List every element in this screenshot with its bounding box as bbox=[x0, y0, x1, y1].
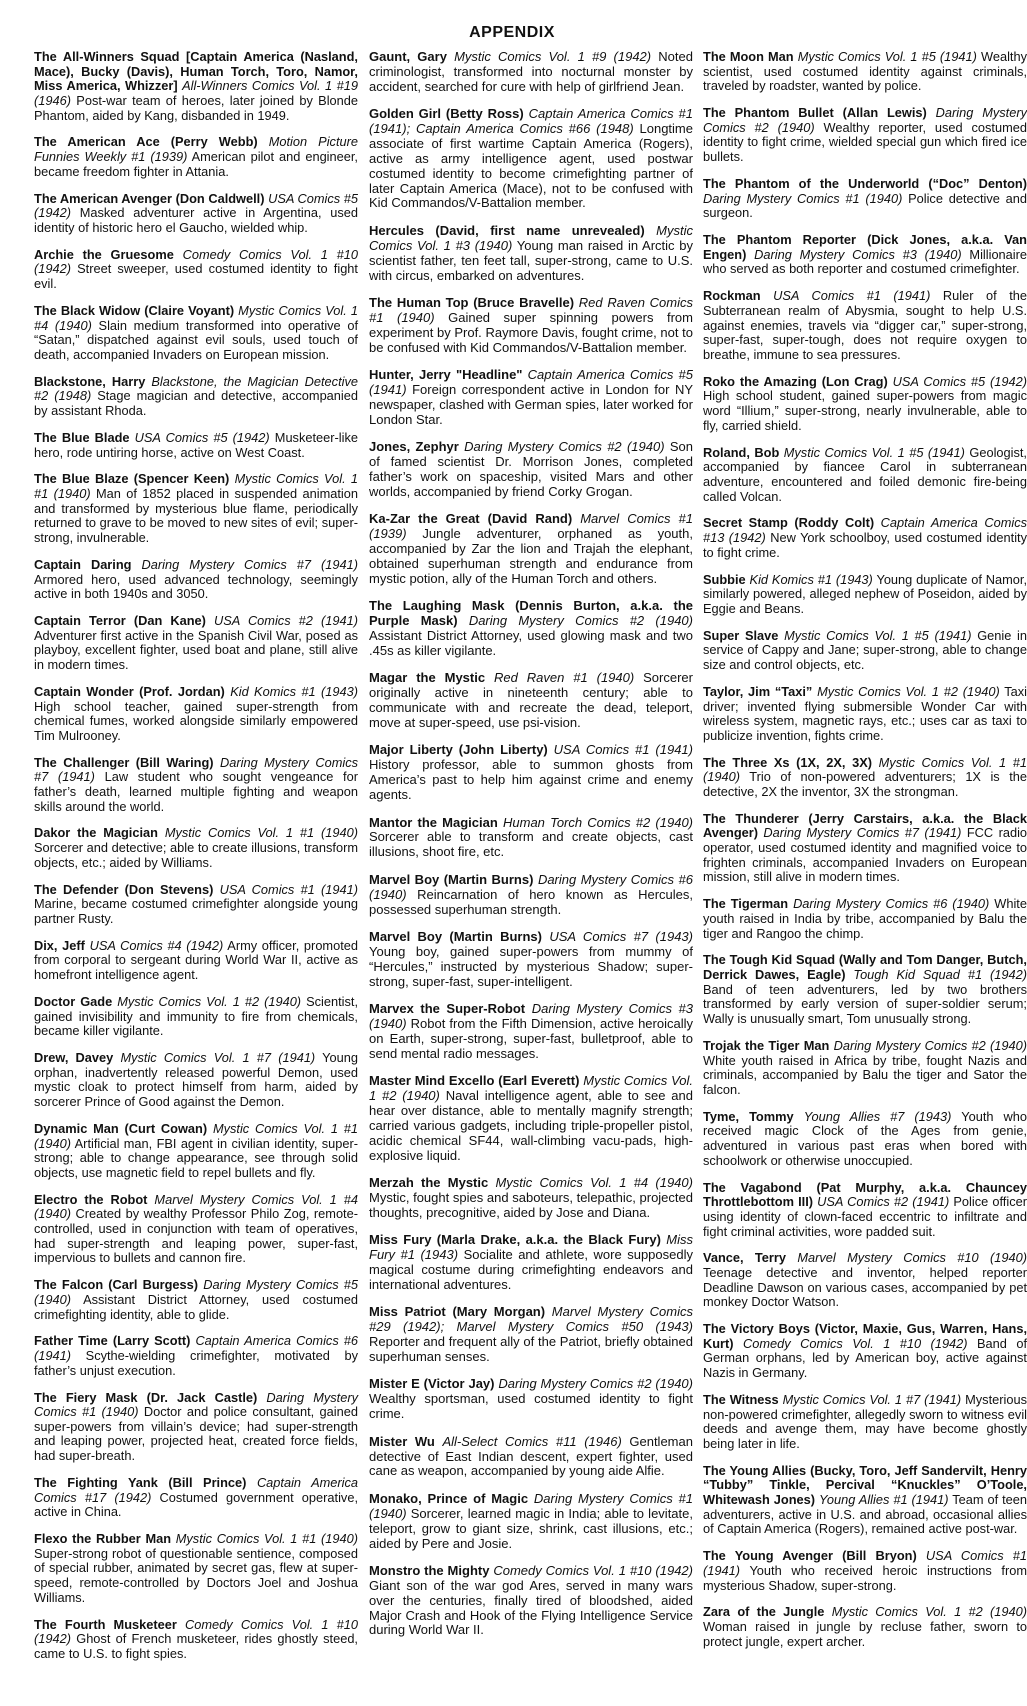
appendix-entry bbox=[703, 446, 1027, 505]
appendix-entry bbox=[34, 1334, 358, 1378]
appendix-entry bbox=[369, 1377, 693, 1422]
entry-name: The Black Widow (Claire Voyant) bbox=[34, 302, 235, 318]
entry-name: Trojak the Tiger Man bbox=[703, 1037, 830, 1053]
entry-description: Doctor and police consultant, gained super-powers from villain’s device; had super-strength and leaping power, projected heat, created force fields, had super-breath. bbox=[34, 1404, 358, 1464]
entry-source: Mystic Comics Vol. 1 #2 (1940) bbox=[831, 1604, 1027, 1620]
entry-source: Mystic Comics Vol. 1 #1 (1940) bbox=[703, 754, 1027, 785]
appendix-entry bbox=[34, 375, 358, 419]
appendix-entry bbox=[369, 816, 693, 861]
entry-source: Daring Mystery Comics #2 (1940) bbox=[703, 105, 1027, 135]
entry-description: Youth who received magic Clock of the Ages from genie, adventured in various past eras when bored with schoolwork or otherwise unoccupied. bbox=[703, 1108, 1027, 1168]
entry-source: USA Comics #1 (1941) bbox=[703, 1548, 1027, 1578]
appendix-entry bbox=[34, 1278, 358, 1322]
appendix-entry bbox=[369, 671, 693, 731]
entry-source: Captain America Comics #5 (1941) bbox=[369, 367, 693, 397]
entry-description: Gentleman detective of East Indian descent, expert fighter, used cane as weapon, accompanied by young aide Alfie. bbox=[369, 1433, 693, 1479]
appendix-entry bbox=[703, 106, 1027, 165]
entry-description: Youth who received heroic instructions from mysterious Shadow, super-strong. bbox=[703, 1562, 1027, 1593]
entry-description: Teenage detective and inventor, helped reporter Deadline Dawson on various cases, accompanied by pet monkey Doctor Watson. bbox=[703, 1265, 1027, 1310]
entry-name: Dynamic Man (Curt Cowan) bbox=[34, 1120, 208, 1136]
appendix-entry bbox=[34, 304, 358, 363]
entry-name: Mantor the Magician bbox=[369, 814, 498, 830]
entry-name: Merzah the Mystic bbox=[369, 1175, 489, 1191]
entry-source: Mystic Comics Vol. 1 #2 (1940) bbox=[117, 993, 302, 1009]
entry-source: Daring Mystery Comics #2 (1940) bbox=[833, 1037, 1027, 1053]
entry-description: Socialite and athlete, wore supposedly magical costume during crimefighting endeavors and international adventures. bbox=[369, 1247, 693, 1292]
appendix-entry bbox=[34, 1618, 358, 1662]
entry-description: Scythe-wielding crimefighter, motivated by father’s unjust execution. bbox=[34, 1348, 358, 1378]
entry-name: Electro the Robot bbox=[34, 1191, 148, 1207]
entry-source: Marvel Mystery Comics Vol. 1 #4 (1940) bbox=[34, 1191, 358, 1222]
entry-name: Dix, Jeff bbox=[34, 937, 85, 953]
appendix-entry bbox=[34, 558, 358, 602]
entry-description: Man of 1852 placed in suspended animation and transformed by mysterious blue flame, periodically returned to grave to be moved to new sites of evil; super-strong, invulnerable. bbox=[34, 486, 359, 546]
appendix-entry bbox=[369, 1233, 693, 1293]
entry-description: Geologist, accompanied by fiancee Carol in subterranean adventure, encountered and foiled demonic fire-being called Volcan. bbox=[703, 444, 1027, 504]
appendix-entry bbox=[34, 1051, 358, 1110]
entry-description: Wealthy reporter, used costumed identity to fight crime, wielded special gun which fired ice bullets. bbox=[703, 119, 1027, 165]
entry-source: All-Winners Comics Vol. 1 #19 (1946) bbox=[34, 78, 358, 108]
entry-name: The Phantom Reporter (Dick Jones, a.k.a. Van Engen) bbox=[703, 232, 1027, 262]
entry-description: Artificial man, FBI agent in civilian identity, super-strong; able to change appearance, see through solid objects, use magnetic field to repel bullets and fly. bbox=[34, 1135, 358, 1180]
entry-source: Red Raven Comics #1 (1940) bbox=[369, 295, 693, 325]
entry-name: Monstro the Mighty bbox=[369, 1562, 490, 1578]
appendix-entry bbox=[703, 953, 1027, 1026]
entry-description: Assistant District Attorney, used glowing mask and two .45s as killer vigilante. bbox=[369, 628, 693, 658]
entry-description: Robot from the Fifth Dimension, active heroically on Earth, super-strong, super-fast, bulletproof, able to send mental radio messages. bbox=[369, 1015, 693, 1061]
appendix-entry bbox=[703, 685, 1027, 744]
entry-name: Master Mind Excello (Earl Everett) bbox=[369, 1073, 580, 1089]
entry-name: The Vagabond (Pat Murphy, a.k.a. Chauncey Throttlebottom III) bbox=[703, 1179, 1027, 1210]
entry-name: The Human Top (Bruce Bravelle) bbox=[369, 295, 575, 311]
column-3 bbox=[703, 50, 1027, 1700]
entry-description: Jungle adventurer, orphaned as youth, accompanied by Zar the lion and Trajah the elephant, obtained superhuman strength and endurance from mystic potion, ally of the Human Torch and others. bbox=[369, 526, 693, 586]
entry-description: Young boy, gained super-powers from mummy of “Hercules,” instructed by mysterious Shadow; super-strong, super-fast, super-intelligent. bbox=[369, 943, 693, 989]
entry-name: The Phantom Bullet (Allan Lewis) bbox=[703, 105, 927, 121]
entry-description: Band of teen adventurers, led by two brothers transformed by early version of super-soldier serum; Wally is unusually smart, Tom unusually strong. bbox=[703, 981, 1027, 1027]
entry-name: Miss Patriot (Mary Morgan) bbox=[369, 1304, 546, 1320]
entry-name: Magar the Mystic bbox=[369, 670, 486, 686]
appendix-entry bbox=[369, 930, 693, 990]
entry-description: Sorcerer and detective; able to create illusions, transform objects, etc.; aided by Williams. bbox=[34, 840, 358, 870]
entry-name: Doctor Gade bbox=[34, 993, 113, 1009]
appendix-entry bbox=[703, 516, 1027, 560]
entry-name: The Laughing Mask (Dennis Burton, a.k.a. the Purple Mask) bbox=[369, 598, 693, 629]
entry-description: Wealthy sportsman, used costumed identity to fight crime. bbox=[369, 1391, 693, 1422]
entry-source: USA Comics #1 (1941) bbox=[773, 288, 931, 304]
entry-description: Gained super spinning powers from experiment by Prof. Raymore Davis, fought crime, not to be confused with Kid Commandos/V-Battalion member. bbox=[369, 309, 693, 355]
entry-name: The Phantom of the Underworld (“Doc” Denton) bbox=[703, 175, 1027, 191]
appendix-entry bbox=[34, 1193, 358, 1266]
entry-description: Created by wealthy Professor Philo Zog, remote-controlled, used in conjunction with team of operatives, had super-strength and leaping power, super-fast, impervious to bullets and cannon fire. bbox=[34, 1206, 358, 1266]
entry-description: Reincarnation of hero known as Hercules, possessed superhuman strength. bbox=[369, 886, 693, 917]
entry-description: Post-war team of heroes, later joined by Blonde Phantom, aided by Kang, disbanded in 1949. bbox=[34, 92, 359, 123]
entry-name: Roko the Amazing (Lon Crag) bbox=[703, 373, 888, 389]
entry-description: Law student who sought vengeance for father’s death, learned multiple fighting and weapon skills around the world. bbox=[34, 769, 358, 814]
entry-source: Mystic Comics Vol. 1 #2 (1940) bbox=[369, 1073, 693, 1104]
entry-name: Blackstone, Harry bbox=[34, 373, 146, 389]
entry-description: Ghost of French musketeer, rides ghostly steed, came to U.S. to fight spies. bbox=[34, 1631, 358, 1661]
entry-name: Secret Stamp (Roddy Colt) bbox=[703, 515, 875, 531]
entry-description: Wealthy scientist, used costumed identity against criminals, traveled by roadster, wanted by police. bbox=[703, 49, 1027, 94]
entry-name: Captain Daring bbox=[34, 556, 132, 572]
entry-name: Taylor, Jim “Taxi” bbox=[703, 683, 813, 699]
entry-name: The Falcon (Carl Burgess) bbox=[34, 1277, 199, 1293]
entry-source: Mystic Comics Vol. 1 #5 (1941) bbox=[783, 444, 965, 460]
entry-name: Mister E (Victor Jay) bbox=[369, 1376, 495, 1392]
entry-description: High school teacher, gained super-strength from chemical fumes, worked alongside similarly empowered Tim Mulrooney. bbox=[34, 698, 358, 743]
entry-description: Millionaire who served as both reporter and costumed crimefighter. bbox=[703, 246, 1027, 277]
entry-source: Mystic Comics Vol. 1 #1 (1940) bbox=[34, 1120, 358, 1151]
column-2 bbox=[369, 50, 693, 1700]
appendix-entry bbox=[703, 573, 1027, 617]
entry-description: Longtime associate of first wartime Captain America (Rogers), active as army intelligence agent, used postwar costumed identity to become crimefighting partner of later Captain America (Mace), not to be confused with Kid Commandos/V-Battalion member. bbox=[369, 121, 693, 211]
entry-source: Comedy Comics Vol. 1 #10 (1942) bbox=[743, 1335, 968, 1351]
entry-name: The Young Avenger (Bill Bryon) bbox=[703, 1548, 917, 1564]
entry-name: The Blue Blaze (Spencer Keen) bbox=[34, 471, 230, 487]
entry-description: Costumed government operative, active in China. bbox=[34, 1489, 358, 1520]
entry-name: The American Avenger (Don Caldwell) bbox=[34, 190, 265, 206]
entry-name: The Tough Kid Squad (Wally and Tom Danger, Butch, Derrick Dawes, Eagle) bbox=[703, 952, 1027, 983]
entry-description: Mysterious non-powered crimefighter, allegedly sworn to witness evil deeds and avenge them, may have become ghostly being later in life. bbox=[703, 1391, 1027, 1451]
entry-description: Young duplicate of Namor, similarly powered, alleged nephew of Poseidon, aided by Eggie and Beans. bbox=[703, 571, 1027, 616]
entry-source: Daring Mystery Comics #3 (1940) bbox=[754, 246, 962, 262]
entry-name: Jones, Zephyr bbox=[369, 439, 459, 455]
appendix-entry bbox=[34, 431, 358, 460]
entry-name: Subbie bbox=[703, 571, 746, 587]
entry-description: Sorcerer, learned magic in India; able to levitate, teleport, grow to giant size, shrink, cast illusions, etc.; aided by Pere and Josie. bbox=[369, 1505, 693, 1551]
entry-name: Miss Fury (Marla Drake, a.k.a. the Black Fury) bbox=[369, 1232, 661, 1248]
entry-name: Gaunt, Gary bbox=[369, 49, 447, 64]
appendix-entry bbox=[34, 50, 358, 123]
entry-source: Daring Mystery Comics #5 (1940) bbox=[34, 1277, 359, 1307]
entry-description: Giant son of the war god Ares, served in many wars over the centuries, finally tired of bloodshed, aided Major Crash and Hook of the Flying Intelligence Service during World War II. bbox=[369, 1577, 693, 1638]
entry-name: The Witness bbox=[703, 1391, 779, 1407]
entry-name: The All-Winners Squad [Captain America (Nasland, Mace), Bucky (Davis), Human Torch, Toro, Namor, Miss America, Whizzer] bbox=[34, 49, 358, 94]
entry-source: Miss Fury #1 (1943) bbox=[369, 1232, 693, 1263]
entry-name: The Fiery Mask (Dr. Jack Castle) bbox=[34, 1389, 258, 1405]
entry-source: Red Raven #1 (1940) bbox=[494, 670, 635, 686]
entry-source: Captain America Comics #17 (1942) bbox=[34, 1474, 359, 1505]
appendix-entry bbox=[703, 50, 1027, 94]
appendix-entry bbox=[34, 135, 358, 179]
entry-description: History professor, able to summon ghosts from America’s past to help him against crime and enemy agents. bbox=[369, 757, 693, 803]
appendix-entry bbox=[703, 1181, 1027, 1240]
appendix-entry bbox=[703, 1393, 1027, 1452]
entry-name: The Tigerman bbox=[703, 896, 789, 912]
appendix-entry bbox=[703, 897, 1027, 941]
entry-name: Captain Wonder (Prof. Jordan) bbox=[34, 683, 225, 699]
entry-name: Archie the Gruesome bbox=[34, 246, 174, 262]
entry-source: Blackstone, the Magician Detective #2 (1948) bbox=[34, 373, 358, 404]
entry-description: Band of German orphans, led by American boy, active against Nazis in Germany. bbox=[703, 1335, 1027, 1381]
entry-name: Hunter, Jerry "Headline" bbox=[369, 367, 523, 383]
appendix-entry bbox=[34, 939, 358, 983]
entry-source: Mystic Comics Vol. 1 #4 (1940) bbox=[34, 302, 358, 333]
entry-source: USA Comics #1 (1941) bbox=[553, 742, 693, 758]
entry-description: Trio of non-powered adventurers; 1X is the detective, 2X the inventor, 3X the strongman. bbox=[703, 769, 1027, 799]
entry-name: Super Slave bbox=[703, 627, 779, 643]
entry-description: Super-strong robot of questionable sentience, composed of special rubber, animated by secret gas, flew at super-speed, remote-controlled by Doctors Joel and Joshua Williams. bbox=[34, 1545, 358, 1605]
entry-description: Young orphan, inadvertently released powerful Demon, used mystic cloak to protect himself from harm, aided by sorcerer Prince of Good against the Demon. bbox=[34, 1050, 358, 1110]
entry-source: Daring Mystery Comics #7 (1941) bbox=[34, 754, 359, 785]
entry-source: USA Comics #2 (1941) bbox=[817, 1194, 950, 1210]
appendix-entry bbox=[703, 233, 1027, 277]
entry-name: The Thunderer (Jerry Carstairs, a.k.a. the Black Avenger) bbox=[703, 810, 1027, 841]
appendix-entry bbox=[369, 1176, 693, 1221]
appendix-entry bbox=[369, 1305, 693, 1365]
appendix-entry bbox=[34, 472, 358, 545]
entry-description: Army officer, promoted from corporal to sergeant during World War II, active as homefront intelligence agent. bbox=[34, 937, 358, 983]
entry-source: USA Comics #5 (1942) bbox=[134, 429, 270, 445]
entry-source: Young Allies #7 (1943) bbox=[803, 1108, 952, 1124]
appendix-entry bbox=[703, 375, 1027, 434]
entry-name: The Challenger (Bill Waring) bbox=[34, 754, 214, 770]
entry-source: Motion Picture Funnies Weekly #1 (1939) bbox=[34, 134, 359, 165]
appendix-entry bbox=[369, 873, 693, 918]
appendix-entry bbox=[34, 826, 358, 870]
entry-source: USA Comics #1 (1941) bbox=[219, 881, 358, 897]
entry-source: Captain America Comics #6 (1941) bbox=[34, 1333, 359, 1363]
entry-description: Woman raised in jungle by recluse father, sworn to protect jungle, expert archer. bbox=[703, 1619, 1027, 1649]
appendix-entry bbox=[369, 512, 693, 586]
entry-description: Son of famed scientist Dr. Morrison Jones, completed father’s work on spaceship, visited Mars and other worlds, accompanied by friend Corky Grogan. bbox=[369, 439, 693, 499]
entry-source: Young Allies #1 (1941) bbox=[819, 1492, 949, 1508]
entry-source: Daring Mystery Comics #1 (1940) bbox=[369, 1490, 693, 1521]
entry-description: Genie in service of Cappy and Jane; super-strong, able to change size and control objects, etc. bbox=[703, 627, 1027, 672]
entry-source: Mystic Comics Vol. 1 #3 (1940) bbox=[369, 222, 693, 253]
entry-source: Mystic Comics Vol. 1 #5 (1941) bbox=[784, 627, 972, 643]
entry-source: USA Comics #5 (1942) bbox=[892, 373, 1027, 389]
appendix-entry bbox=[34, 1532, 358, 1605]
entry-name: The Fourth Musketeer bbox=[34, 1616, 177, 1632]
appendix-entry bbox=[703, 629, 1027, 673]
appendix-entry bbox=[34, 1391, 358, 1464]
appendix-entry bbox=[369, 296, 693, 356]
entry-source: Daring Mystery Comics #6 (1940) bbox=[793, 896, 990, 912]
appendix-entry bbox=[34, 995, 358, 1039]
appendix-entry bbox=[703, 1464, 1027, 1537]
entry-source: Daring Mystery Comics #1 (1940) bbox=[34, 1389, 359, 1420]
appendix-entry bbox=[703, 1110, 1027, 1169]
entry-description: Armored hero, used advanced technology, seemingly active in both 1940s and 3050. bbox=[34, 571, 358, 602]
entry-source: Mystic Comics Vol. 1 #2 (1940) bbox=[817, 683, 1000, 699]
entry-description: Slain medium transformed into operative of “Satan,” dispatched against evil souls, used touch of death, accompanied Invaders on European mission. bbox=[34, 317, 358, 362]
entry-name: Marvel Boy (Martin Burns) bbox=[369, 871, 534, 887]
entry-source: Marvel Mystery Comics #29 (1942); Marvel Mystery Comics #50 (1943) bbox=[369, 1304, 693, 1335]
entry-name: Drew, Davey bbox=[34, 1050, 114, 1066]
entry-name: Golden Girl (Betty Ross) bbox=[369, 106, 524, 122]
entry-name: Vance, Terry bbox=[703, 1250, 786, 1266]
entry-name: The Blue Blade bbox=[34, 429, 130, 445]
entry-description: White youth raised in Africa by tribe, fought Nazis and criminals, accompanied by Balu the tiger and Sator the falcon. bbox=[703, 1052, 1027, 1097]
appendix-entry bbox=[369, 224, 693, 284]
entry-name: The Fighting Yank (Bill Prince) bbox=[34, 1474, 247, 1490]
entry-description: Police detective and surgeon. bbox=[703, 190, 1027, 221]
entry-description: Musketeer-like hero, rode untiring horse, active on West Coast. bbox=[34, 429, 358, 460]
entry-source: Daring Mystery Comics #1 (1940) bbox=[703, 190, 903, 206]
entry-source: Daring Mystery Comics #3 (1940) bbox=[369, 1001, 693, 1031]
entry-name: Monako, Prince of Magic bbox=[369, 1490, 529, 1506]
appendix-entry bbox=[34, 883, 358, 927]
entry-source: Marvel Mystery Comics #10 (1940) bbox=[797, 1250, 1027, 1266]
entry-description: Adventurer first active in the Spanish Civil War, posed as playboy, excellent fighter, used boat and plane, still alive in modern times. bbox=[34, 627, 358, 672]
entry-source: All-Select Comics #11 (1946) bbox=[442, 1433, 622, 1449]
appendix-entry bbox=[369, 1564, 693, 1638]
entry-description: High school student, gained super-powers from magic word “Illium,” super-strong, nearly invulnerable, able to fly, carried shield. bbox=[703, 388, 1027, 433]
entry-description: Assistant District Attorney, used costumed crimefighting identity, able to glide. bbox=[34, 1291, 358, 1322]
entry-description: Scientist, gained invisibility and immunity to fire from chemicals, became killer vigilante. bbox=[34, 993, 358, 1039]
entry-name: Roland, Bob bbox=[703, 444, 780, 460]
entry-name: Flexo the Rubber Man bbox=[34, 1531, 172, 1547]
entry-name: Captain Terror (Dan Kane) bbox=[34, 613, 206, 629]
entry-source: Mystic Comics Vol. 1 #4 (1940) bbox=[495, 1175, 693, 1191]
appendix-entry bbox=[369, 1002, 693, 1062]
appendix-entry bbox=[369, 107, 693, 211]
entry-source: Kid Komics #1 (1943) bbox=[230, 683, 358, 699]
entry-description: Mystic, fought spies and saboteurs, telepathic, projected thoughts, precognitive, aided by Jose and Diana. bbox=[369, 1189, 693, 1220]
entry-source: Daring Mystery Comics #2 (1940) bbox=[464, 439, 665, 455]
appendix-entry bbox=[703, 289, 1027, 362]
entry-description: American pilot and engineer, became freedom fighter in Attania. bbox=[34, 149, 358, 179]
appendix-entry bbox=[34, 756, 358, 815]
entry-name: Marvex the Super-Robot bbox=[369, 1001, 526, 1017]
entry-source: Comedy Comics Vol. 1 #10 (1942) bbox=[34, 246, 358, 277]
entry-name: Zara of the Jungle bbox=[703, 1604, 825, 1620]
appendix-entry bbox=[703, 177, 1027, 221]
entry-source: Daring Mystery Comics #2 (1940) bbox=[468, 613, 693, 629]
appendix-entry bbox=[703, 756, 1027, 800]
entry-description: Stage magician and detective, accompanied by assistant Rhoda. bbox=[34, 388, 358, 419]
appendix-entry bbox=[369, 440, 693, 500]
entry-name: Father Time (Larry Scott) bbox=[34, 1333, 191, 1349]
entry-source: Captain America Comics #13 (1942) bbox=[703, 515, 1027, 546]
entry-description: Taxi driver; invented flying submersible Wonder Car with wireless system, magnetic rays, etc.; uses car as taxi to publicize invention, fights crime. bbox=[703, 683, 1027, 743]
entry-source: Mystic Comics Vol. 1 #9 (1942) bbox=[454, 49, 652, 64]
column-1 bbox=[34, 50, 358, 1700]
appendix-entry bbox=[703, 1039, 1027, 1098]
appendix-entry bbox=[369, 50, 693, 95]
entry-name: The Victory Boys (Victor, Maxie, Gus, Warren, Hans, Kurt) bbox=[703, 1321, 1027, 1351]
entry-source: Daring Mystery Comics #7 (1941) bbox=[141, 556, 358, 572]
entry-name: Marvel Boy (Martin Burns) bbox=[369, 929, 542, 944]
entry-source: USA Comics #7 (1943) bbox=[549, 929, 693, 944]
entry-name: Ka-Zar the Great (David Rand) bbox=[369, 511, 573, 527]
appendix-entry bbox=[34, 192, 358, 236]
entry-description: Noted criminologist, transformed into nocturnal monster by accident, searched for cure with help of girlfriend Jean. bbox=[369, 49, 693, 94]
appendix-entry bbox=[703, 1605, 1027, 1649]
appendix-entry bbox=[703, 1322, 1027, 1381]
entry-source: USA Comics #2 (1941) bbox=[214, 613, 358, 629]
entry-description: Naval intelligence agent, able to see and hear over distance, able to mentally magnify strength; carried various gadgets, including triple-propeller pistol, acidic chemical SF44, wall-climbing vacu-pads, high-explosive liquid. bbox=[369, 1088, 693, 1163]
entry-description: Foreign correspondent active in London for NY newspaper, clashed with German spies, later worked for London Star. bbox=[369, 382, 693, 427]
appendix-entry bbox=[369, 743, 693, 803]
entry-source: Tough Kid Squad #1 (1942) bbox=[853, 967, 1027, 983]
entry-name: Mister Wu bbox=[369, 1433, 435, 1449]
entry-description: Reporter and frequent ally of the Patriot, briefly obtained superhuman senses. bbox=[369, 1334, 693, 1364]
appendix-entry bbox=[369, 1435, 693, 1480]
entry-source: Mystic Comics Vol. 1 #1 (1940) bbox=[34, 471, 359, 502]
entry-description: Sorcerer able to transform and create objects, cast illusions, shoot fire, etc. bbox=[369, 829, 693, 860]
entry-name: Dakor the Magician bbox=[34, 825, 158, 841]
entry-name: The American Ace (Perry Webb) bbox=[34, 134, 258, 150]
appendix-entry bbox=[369, 1074, 693, 1163]
page-title: APPENDIX bbox=[469, 24, 555, 41]
entry-source: Human Torch Comics #2 (1940) bbox=[503, 814, 694, 830]
entry-source: Captain America Comics #1 (1941); Captain America Comics #66 (1948) bbox=[369, 106, 693, 137]
entry-source: Daring Mystery Comics #6 (1940) bbox=[369, 871, 693, 902]
appendix-entry bbox=[369, 368, 693, 428]
entry-name: Tyme, Tommy bbox=[703, 1108, 794, 1124]
entry-name: The Defender (Don Stevens) bbox=[34, 881, 214, 897]
entry-source: Mystic Comics Vol. 1 #1 (1940) bbox=[175, 1531, 358, 1547]
appendix-entry bbox=[34, 685, 358, 744]
appendix-entry bbox=[369, 599, 693, 659]
entry-name: Major Liberty (John Liberty) bbox=[369, 742, 548, 758]
entry-source: USA Comics #4 (1942) bbox=[89, 937, 224, 953]
entry-description: Masked adventurer active in Argentina, used identity of historic hero el Gaucho, wielded whip. bbox=[34, 205, 358, 235]
entry-description: Ruler of the Subterranean realm of Abysmia, sought to help U.S. against enemies, travels via “digger car,” super-strong, super-fast, super-tough, does not require oxygen to breathe, immune to sea pressures. bbox=[703, 288, 1027, 362]
entry-source: Marvel Comics #1 (1939) bbox=[369, 511, 693, 542]
entry-source: Mystic Comics Vol. 1 #7 (1941) bbox=[120, 1050, 316, 1066]
entry-description: Street sweeper, used costumed identity to fight evil. bbox=[34, 261, 358, 292]
entry-source: Comedy Comics Vol. 1 #10 (1942) bbox=[34, 1616, 358, 1647]
appendix-entry bbox=[703, 812, 1027, 885]
entry-source: Kid Komics #1 (1943) bbox=[749, 571, 873, 587]
entry-description: Team of teen adventurers, active in U.S. and abroad, occasional allies of Captain America (Rogers), remained active post-war. bbox=[703, 1492, 1027, 1537]
appendix-entry bbox=[703, 1251, 1027, 1310]
entry-description: New York schoolboy, used costumed identity to fight crime. bbox=[703, 530, 1027, 560]
entry-name: The Young Allies (Bucky, Toro, Jeff Sandervilt, Henry “Tubby” Tinkle, Percival “Knuckles” O’Toole, Whitewash Jones) bbox=[703, 1462, 1027, 1508]
entry-source: Mystic Comics Vol. 1 #5 (1941) bbox=[797, 49, 977, 64]
appendix-entry bbox=[703, 1549, 1027, 1593]
entry-source: Mystic Comics Vol. 1 #1 (1940) bbox=[164, 825, 359, 841]
entry-description: Sorcerer originally active in nineteenth century; able to communicate with and recreate the dead, teleport, move at super-speed, use psi-vision. bbox=[369, 670, 693, 730]
entry-name: Hercules (David, first name unrevealed) bbox=[369, 222, 645, 238]
entry-source: Daring Mystery Comics #7 (1941) bbox=[763, 825, 962, 841]
appendix-entry bbox=[369, 1492, 693, 1552]
entry-description: White youth raised in India by tribe, accompanied by Balu the tiger and Rangoo the chimp. bbox=[703, 896, 1027, 941]
entry-source: Mystic Comics Vol. 1 #7 (1941) bbox=[782, 1391, 962, 1407]
entry-source: Comedy Comics Vol. 1 #10 (1942) bbox=[493, 1562, 693, 1578]
appendix-entry bbox=[34, 1122, 358, 1181]
entry-source: Daring Mystery Comics #2 (1940) bbox=[498, 1376, 693, 1392]
entry-source: USA Comics #5 (1942) bbox=[34, 190, 359, 221]
appendix-entry bbox=[34, 614, 358, 673]
entry-description: FCC radio operator, used costumed identity and magnified voice to frighten criminals, accompanied Invaders on European mission, still alive in modern times. bbox=[703, 825, 1027, 885]
appendix-entry bbox=[34, 248, 358, 292]
entry-name: The Three Xs (1X, 2X, 3X) bbox=[703, 754, 872, 770]
entry-name: Rockman bbox=[703, 288, 761, 304]
entry-description: Police officer using identity of clown-faced eccentric to infiltrate and fight criminal activities, wore padded suit. bbox=[703, 1194, 1027, 1239]
appendix-entry bbox=[34, 1476, 358, 1520]
entry-name: The Moon Man bbox=[703, 49, 794, 64]
entry-description: Marine, became costumed crimefighter alongside young partner Rusty. bbox=[34, 896, 358, 926]
entry-description: Young man raised in Arctic by scientist father, ten feet tall, super-strong, came to U.S. with circus, embarked on adventures. bbox=[369, 237, 693, 283]
